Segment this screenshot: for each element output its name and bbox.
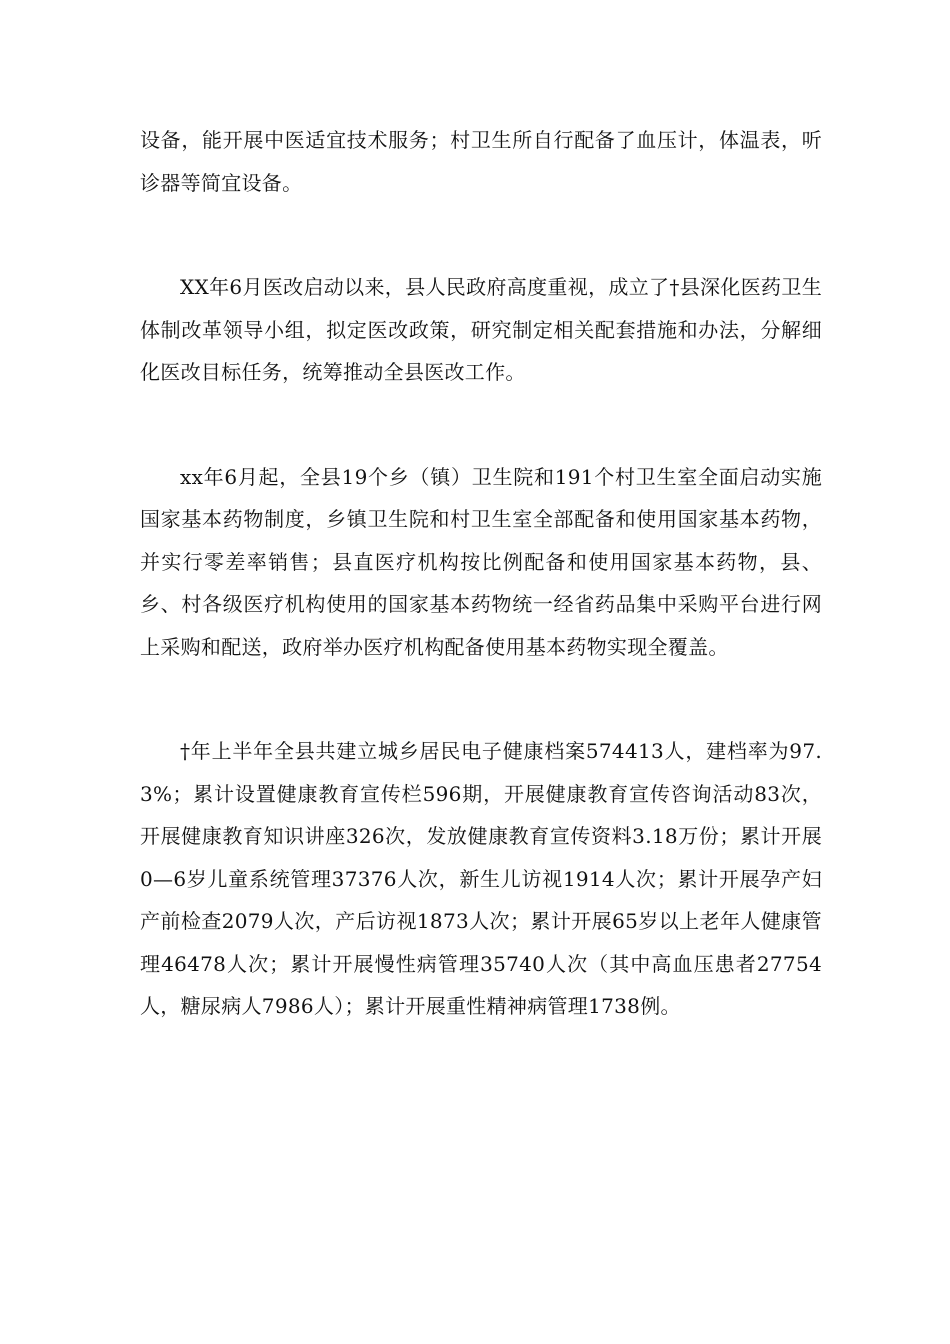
paragraph-equipment: 设备，能开展中医适宜技术服务；村卫生所自行配备了血压计，体温表，听诊器等简宜设备。 <box>140 128 822 195</box>
paragraph-essential-drugs: xx年6月起，全县19个乡（镇）卫生院和191个村卫生室全面启动实施国家基本药物制度，乡镇卫生院和村卫生室全部配备和使用国家基本药物，并实行零差率销售；县直医疗机构按比例配备和使用国家基本药物，县、乡、村各级医疗机构使用的国家基本药物统一经省药品集中采购平台进行网上采购和配送，政府举办医疗机构配备使用基本药物实现全覆盖。 <box>140 464 822 659</box>
paragraph-gap <box>140 668 822 730</box>
paragraph-gap <box>140 204 822 266</box>
paragraph-reform-launch: XX年6月医改启动以来，县人民政府高度重视，成立了†县深化医药卫生体制改革领导小组，拟定医改政策，研究制定相关配套措施和办法，分解细化医改目标任务，统筹推动全县医改工作。 <box>140 275 822 384</box>
paragraph-gap <box>140 394 822 456</box>
paragraph-health-records: †年上半年全县共建立城乡居民电子健康档案574413人，建档率为97.3%；累计设置健康教育宣传栏596期，开展健康教育宣传咨询活动83次，开展健康教育知识讲座326次，发放健康教育宣传资料3.18万份；累计开展0—6岁儿童系统管理37376人次，新生儿访视1914人次；累计开展孕产妇产前检查2079人次，产后访视1873人次；累计开展65岁以上老年人健康管理46478人次；累计开展慢性病管理35740人次（其中高血压患者27754人，糖尿病人7986人）；累计开展重性精神病管理1738例。 <box>140 739 822 1018</box>
document-body <box>140 119 822 1028</box>
